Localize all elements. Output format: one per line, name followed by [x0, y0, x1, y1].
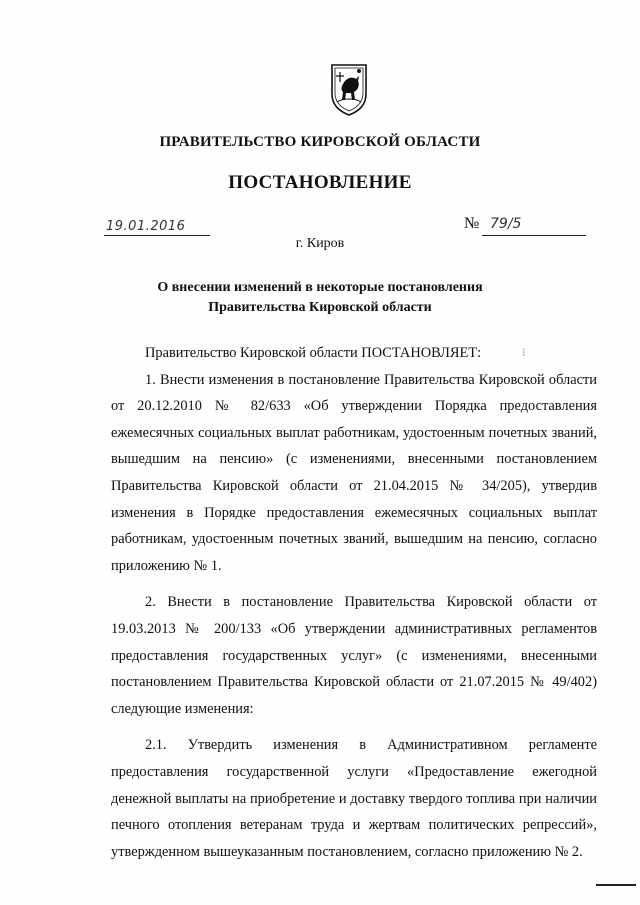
body-paragraph-2-1: 2.1. Утвердить изменения в Административном регламенте предоставления государственной услуги «Предоставление ежегодной денежной выплаты на приобретение и доставку твердого топлива при наличии печного отопления ветеранам труда и жертвам политических репрессий», утвержденном вышеуказанным постановлением, согласно приложению № 2. — [111, 737, 597, 860]
government-title: ПРАВИТЕЛЬСТВО КИРОВСКОЙ ОБЛАСТИ — [159, 134, 481, 150]
document-date: 19.01.2016 — [106, 219, 186, 234]
document-subject — [0, 278, 640, 318]
body-paragraph-2: 2. Внести в постановление Правительства Кировской области от 19.03.2013 № 200/133 «Об утверждении административных регламентов предоставления государственных услуг» (с изменениями, внесенными постановлением Правительства Кировской области от 21.07.2015 № 49/402) следующие изменения: — [111, 594, 597, 717]
document-number: 79/5 — [490, 216, 522, 232]
body-paragraph-1: 1. Внести изменения в постановление Правительства Кировской области от 20.12.2010 № 82/633 «Об утверждении Порядка предоставления ежемесячных социальных выплат работникам, удостоенным почетных званий, вышедшим на пенсию» (с изменениями, внесенными постановлением Правительства Кировской области от 21.04.2015 № 34/205), утвердив изменения в Порядке предоставления ежемесячных социальных выплат работникам, удостоенным почетных званий, вышедшим на пенсию, согласно приложению № 1. — [111, 371, 597, 574]
page-footer-rule — [596, 884, 636, 886]
subject-line-1: О внесении изменений в некоторые постановления — [157, 280, 483, 295]
margin-mark: ⁝ — [522, 347, 526, 359]
document-body — [111, 340, 597, 875]
number-sign: № — [464, 215, 480, 232]
city-name: г. Киров — [295, 236, 345, 251]
kirov-region-coat-of-arms-icon — [329, 62, 369, 116]
subject-line-2: Правительства Кировской области — [208, 300, 432, 315]
document-type-title: ПОСТАНОВЛЕНИЕ — [228, 172, 412, 193]
body-lead: Правительство Кировской области ПОСТАНОВЛЯЕТ: — [145, 345, 482, 361]
